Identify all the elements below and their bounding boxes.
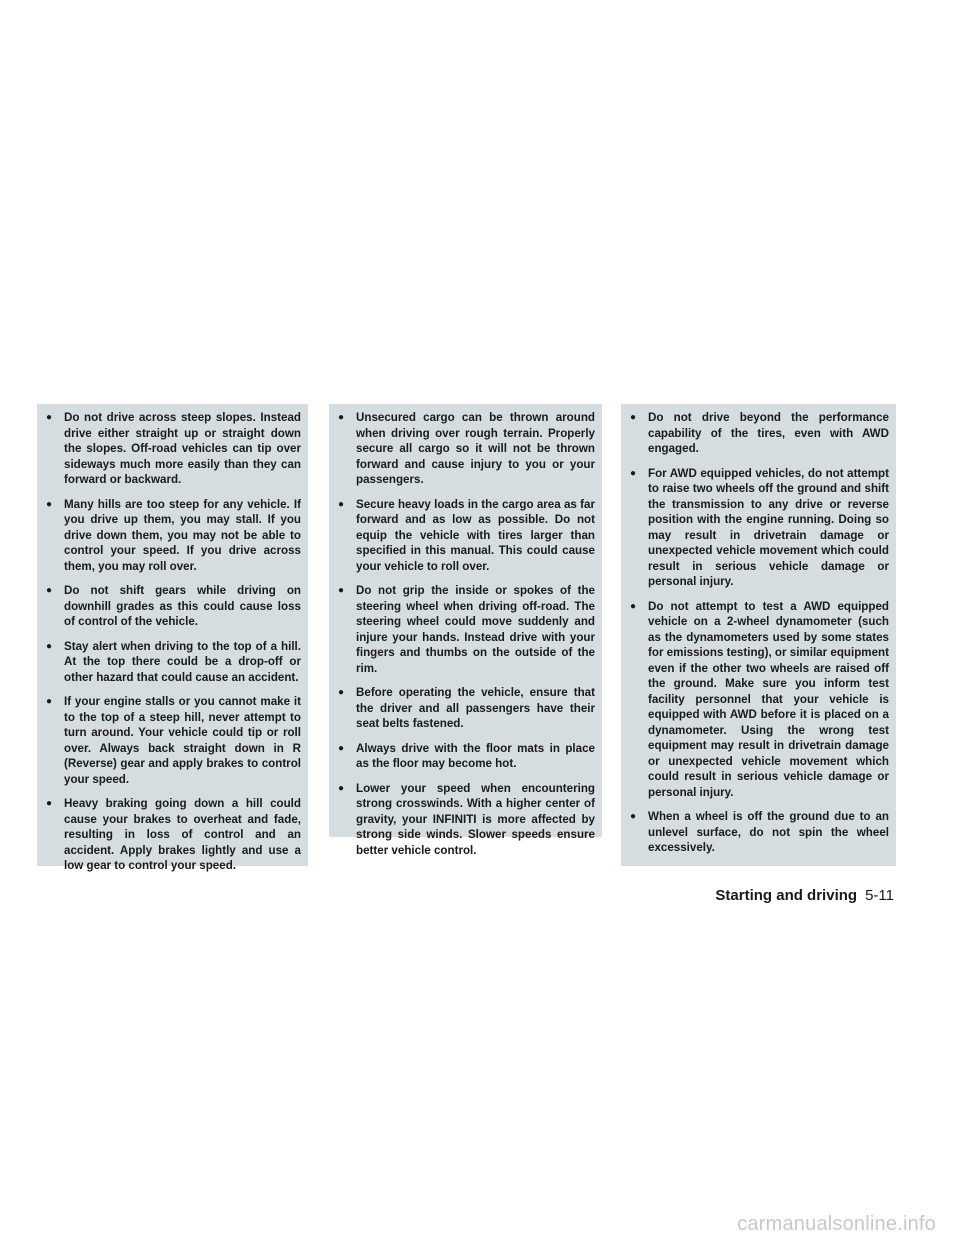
warning-list: [46, 410, 301, 874]
warning-item: [630, 599, 889, 801]
bullet-icon: ●: [630, 811, 637, 822]
bullet-icon: ●: [46, 412, 53, 423]
bullet-icon: ●: [630, 467, 637, 479]
watermark: carmanualsonline.info: [737, 1213, 936, 1235]
bullet-icon: ●: [46, 696, 53, 707]
warning-text: Stay alert when driving to the top of a hill. At the top there could be a drop-off or other hazard that could cause an accident.: [64, 639, 301, 684]
warning-text: Before operating the vehicle, ensure that the driver and all passengers have their seat belts fastened.: [356, 686, 595, 730]
section-title: Starting and driving: [715, 887, 858, 904]
bullet-icon: ●: [46, 585, 53, 596]
warning-item: [338, 741, 595, 772]
warning-text: Do not attempt to test a AWD equipped vehicle on a 2-wheel dynamometer (such as the dynamometers used by some states for emissions testing), or similar equipment even if the other two wheels are raised off the ground. Make sure you inform test facility personnel that your vehicle is equipped with AWD before it is placed on a dynamometer. Using the wrong test equipment may result in drivetrain damage or unexpected vehicle movement which could result in serious vehicle damage or personal injury.: [648, 599, 889, 799]
warning-item: [46, 796, 301, 874]
bullet-icon: ●: [338, 585, 345, 596]
bullet-icon: ●: [338, 742, 345, 754]
warning-text: Unsecured cargo can be thrown around when driving over rough terrain. Properly secure all cargo so it will not be thrown forward and cause injury to you or your passengers.: [356, 411, 595, 486]
warning-text: For AWD equipped vehicles, do not attempt to raise two wheels off the ground and shift the transmission to any drive or reverse position with the engine running. Doing so may result in drivetrain damage or unexpected vehicle movement which could result in serious vehicle damage or personal injury.: [648, 466, 889, 588]
warning-item: [338, 497, 595, 575]
warning-item: [630, 410, 889, 457]
warning-list: [630, 410, 889, 856]
warning-item: [630, 466, 889, 590]
warning-text: Do not grip the inside or spokes of the steering wheel when driving off-road. The steering wheel could move suddenly and injure your hands. Instead drive with your fingers and thumbs on the outside of the rim.: [356, 584, 595, 675]
warning-text: Lower your speed when encountering strong crosswinds. With a higher center of gravity, your INFINITI is more affected by strong side winds. Slower speeds ensure better vehicle control.: [356, 781, 595, 857]
warning-text: Many hills are too steep for any vehicle. If you drive up them, you may stall. If you drive down them, you may not be able to control your speed. If you drive across them, you may roll over.: [64, 497, 301, 573]
warning-text: Always drive with the floor mats in place as the floor may become hot.: [356, 741, 595, 770]
bullet-icon: ●: [630, 600, 637, 612]
warning-column-2: [329, 404, 602, 857]
warning-item: [338, 685, 595, 732]
warning-item: [338, 781, 595, 859]
bullet-icon: ●: [630, 412, 637, 423]
bullet-icon: ●: [338, 782, 345, 794]
bullet-icon: ●: [338, 412, 345, 423]
warning-text: Do not drive across steep slopes. Instead drive either straight up or straight down the slopes. Off-road vehicles can tip over sideways much more easily than they can forward or backward.: [64, 411, 301, 486]
warning-text: Heavy braking going down a hill could cause your brakes to overheat and fade, resulting in loss of control and an accident. Apply brakes lightly and use a low gear to control your speed.: [64, 797, 301, 872]
warning-list: [338, 410, 595, 858]
warning-item: [46, 639, 301, 686]
warning-column-1: [37, 404, 308, 872]
warning-item: [338, 410, 595, 488]
warning-item: [46, 497, 301, 575]
warning-item: [46, 694, 301, 787]
bullet-icon: ●: [338, 687, 345, 698]
warning-item: [338, 583, 595, 676]
warning-text: Secure heavy loads in the cargo area as far forward and as low as possible. Do not equip the vehicle with tires larger than specified in this manual. This could cause your vehicle to roll over.: [356, 497, 595, 573]
bullet-icon: ●: [338, 498, 345, 510]
bullet-icon: ●: [46, 498, 53, 510]
warning-text: Do not drive beyond the performance capability of the tires, even with AWD engaged.: [648, 411, 889, 455]
warning-item: [630, 809, 889, 856]
warning-item: [46, 583, 301, 630]
page-number: 5-11: [865, 887, 894, 904]
page-footer: [715, 887, 894, 904]
warning-column-3: [621, 404, 896, 866]
warning-text: When a wheel is off the ground due to an unlevel surface, do not spin the wheel excessively.: [648, 810, 889, 854]
bullet-icon: ●: [46, 798, 53, 809]
warning-text: Do not shift gears while driving on downhill grades as this could cause loss of control of the vehicle.: [64, 584, 301, 628]
warning-text: If your engine stalls or you cannot make it to the top of a steep hill, never attempt to turn around. Your vehicle could tip or roll over. Always back straight down in R (Reverse) gear and apply brakes to control your speed.: [64, 695, 301, 786]
bullet-icon: ●: [46, 640, 53, 652]
warning-item: [46, 410, 301, 488]
